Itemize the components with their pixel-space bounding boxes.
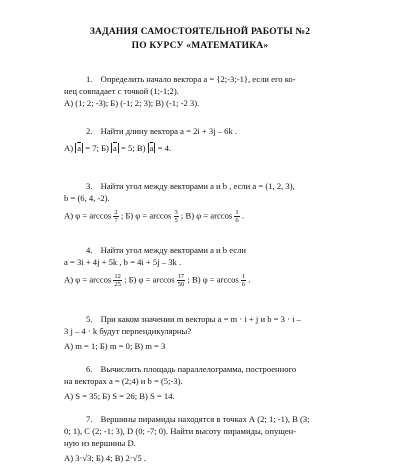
task-7-line-1 bbox=[64, 413, 344, 425]
task-text: Определить начало вектора a = {2;-3;-1}, если его ко- bbox=[100, 74, 296, 84]
task-number: 1. bbox=[86, 74, 93, 84]
task-4 bbox=[64, 244, 344, 288]
task-text: При каком значении m векторы a = m · i + j и b = 3 · i – bbox=[100, 314, 301, 324]
task-5 bbox=[64, 313, 344, 352]
task-number: 4. bbox=[86, 245, 93, 255]
task-7-line-2: 0; 1), С (2; -1; 3), D (0; -7; 0). Найти высоту пирамиды, опущен- bbox=[64, 426, 297, 436]
task-3-line-2: b = (6, 4, -2). bbox=[64, 193, 110, 203]
task-3 bbox=[64, 180, 344, 224]
task-number: 6. bbox=[86, 364, 93, 374]
task-2 bbox=[64, 125, 344, 154]
task-text: Вершины пирамиды находятся в точках А (2; 1; -1), В (3; bbox=[100, 414, 310, 424]
fraction: $\frac{1}{6}$ bbox=[241, 273, 246, 288]
task-5-line-1 bbox=[64, 313, 344, 325]
task-number: 5. bbox=[86, 314, 93, 324]
task-6-line-1 bbox=[64, 363, 344, 375]
task-3-answers: А) φ = arccos $\frac{2}{7}$ ; Б) φ = arccos $\frac{3}{5}$ ; В) φ = arccos $\frac{1}{6}$ . bbox=[64, 209, 244, 224]
task-text: Найти длину вектора a = 2i + 3j – 6k . bbox=[100, 126, 238, 136]
task-7-answers: А) 3·√3; Б) 4; В) 2·√5 . bbox=[64, 453, 146, 463]
task-4-line-2: a = 3i + 4j + 5k , b = 4i + 5j – 3k . bbox=[64, 257, 182, 267]
fraction: $\frac{12}{25}$ bbox=[114, 273, 121, 288]
task-5-answers: А) m = 1; Б) m = 0; В) m = 3 bbox=[64, 341, 166, 351]
task-1-line-2: нец совпадает с точкой (1;-1;2). bbox=[64, 86, 179, 96]
fraction: $\frac{1}{6}$ bbox=[235, 209, 239, 224]
title-line-1: ЗАДАНИЯ САМОСТОЯТЕЛЬНОЙ РАБОТЫ №2 bbox=[89, 27, 311, 37]
task-2-line-1 bbox=[64, 125, 344, 137]
task-text: Найти угол между векторами a и b если bbox=[100, 245, 246, 255]
fraction: $\frac{3}{5}$ bbox=[174, 209, 178, 224]
fraction: $\frac{2}{7}$ bbox=[114, 209, 118, 224]
task-1-answers: А) (1; 2; -3); Б) (-1; 2; 3); В) (-1; -2 3). bbox=[64, 98, 200, 108]
task-2-answers: А) $\overline{a} = 7$; Б) $\overline{a} = 5$; В) $\overline{a} = 4$. bbox=[64, 143, 172, 153]
task-5-line-2: 3 j – 4 · k будут перпендикулярны? bbox=[64, 326, 192, 336]
task-4-answers: А) φ = arccos $\frac{12}{25}$ ; Б) φ = arccos $\frac{17}{50}$ ; В) φ = arccos $\frac{1}{6}$ . bbox=[64, 273, 251, 288]
task-6-line-2: на векторах a = (2;4) и b = (5;-3). bbox=[64, 376, 183, 386]
fraction: $\frac{17}{50}$ bbox=[177, 273, 185, 288]
task-6 bbox=[64, 363, 344, 402]
task-number: 7. bbox=[86, 414, 93, 424]
task-7 bbox=[64, 413, 344, 464]
task-3-line-1 bbox=[64, 180, 344, 192]
task-number: 2. bbox=[86, 126, 93, 136]
task-4-line-1 bbox=[64, 244, 344, 256]
task-1-line-1 bbox=[64, 73, 344, 85]
task-number: 3. bbox=[86, 181, 93, 191]
task-text: Найти угол между векторами a и b , если a = (1, 2, 3), bbox=[100, 181, 295, 191]
task-1 bbox=[64, 73, 344, 109]
task-text: Вычислить площадь параллелограмма, построенного bbox=[100, 364, 297, 374]
task-6-answers: А) S = 35; Б) S = 26; В) S = 14. bbox=[64, 391, 175, 401]
task-7-line-3: ную из вершины D. bbox=[64, 438, 136, 448]
title-line-2: ПО КУРСУ «МАТЕМАТИКА» bbox=[131, 41, 269, 51]
